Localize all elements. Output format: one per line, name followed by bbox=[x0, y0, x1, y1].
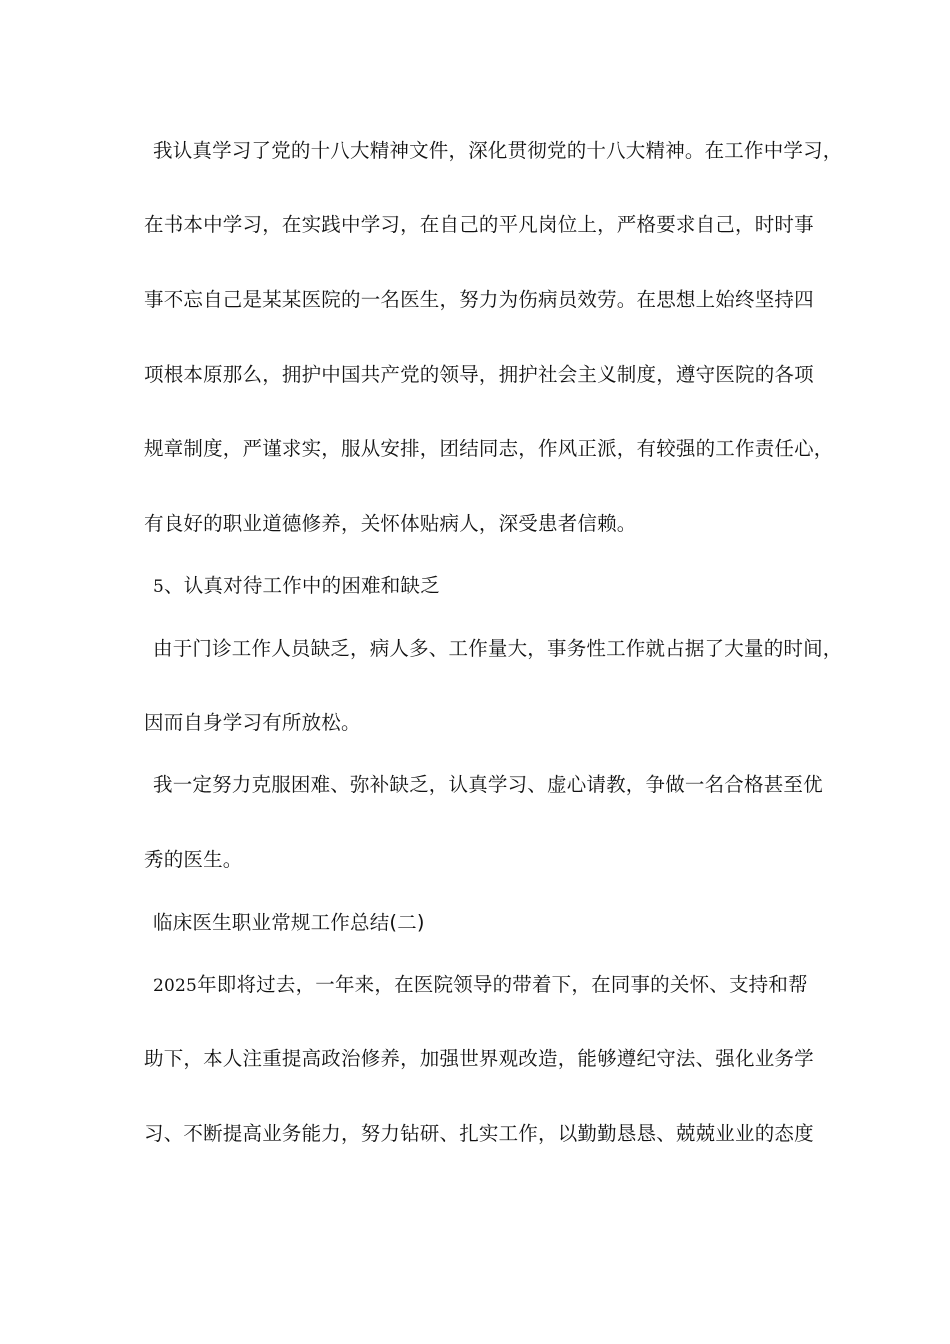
paragraph-line: 习、不断提高业务能力，努力钻研、扎实工作，以勤勤恳恳、兢兢业业的态度 bbox=[144, 1122, 814, 1145]
paragraph-line: 助下，本人注重提高政治修养，加强世界观改造，能够遵纪守法、强化业务学 bbox=[144, 1047, 814, 1070]
section-heading bbox=[153, 573, 833, 600]
paragraph-line: 我认真学习了党的十八大精神文件，深化贯彻党的十八大精神。在工作中学习， bbox=[153, 139, 843, 162]
section-number: 5 bbox=[153, 577, 165, 597]
year-number: 2025 bbox=[153, 976, 198, 996]
paragraph-line: 有良好的职业道德修养，关怀体贴病人，深受患者信赖。 bbox=[144, 512, 637, 535]
paragraph-line: 我一定努力克服困难、弥补缺乏，认真学习、虚心请教，争做一名合格甚至优 bbox=[153, 773, 823, 796]
paragraph-line: 因而自身学习有所放松。 bbox=[144, 711, 361, 734]
subtitle: 临床医生职业常规工作总结(二) bbox=[153, 911, 425, 934]
paragraph-line: 事不忘自己是某某医院的一名医生，努力为伤病员效劳。在思想上始终坚持四 bbox=[144, 288, 814, 311]
paragraph-line: 秀的医生。 bbox=[144, 848, 243, 871]
paragraph-line: 在书本中学习，在实践中学习，在自己的平凡岗位上，严格要求自己，时时事 bbox=[144, 213, 814, 236]
paragraph-line: 项根本原那么，拥护中国共产党的领导，拥护社会主义制度，遵守医院的各项 bbox=[144, 363, 814, 386]
paragraph-line: 规章制度，严谨求实，服从安排，团结同志，作风正派，有较强的工作责任心， bbox=[144, 437, 834, 460]
paragraph-line bbox=[153, 972, 833, 999]
paragraph-line-text: 年即将过去，一年来，在医院领导的带着下，在同事的关怀、支持和帮 bbox=[197, 973, 808, 996]
section-heading-text: 、认真对待工作中的困难和缺乏 bbox=[164, 574, 440, 597]
paragraph-line: 由于门诊工作人员缺乏，病人多、工作量大，事务性工作就占据了大量的时间， bbox=[153, 637, 843, 660]
